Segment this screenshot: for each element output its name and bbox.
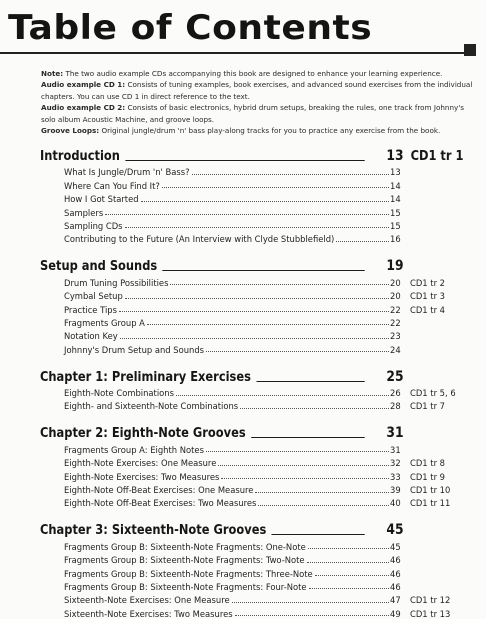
entry-title: Notation Key: [64, 331, 118, 342]
entry-cd-track: CD1 tr 2: [410, 277, 446, 288]
dot-leader: [221, 478, 389, 479]
section-heading[interactable]: [40, 250, 460, 274]
toc-entry[interactable]: [40, 218, 460, 231]
section-page: 13: [386, 148, 404, 164]
dot-leader: [307, 562, 389, 563]
section-rule: [272, 534, 365, 535]
dot-leader: [218, 465, 389, 466]
section-heading[interactable]: [40, 417, 460, 441]
section-heading[interactable]: [40, 361, 460, 385]
dot-leader: [235, 615, 389, 616]
dot-leader: [162, 187, 389, 188]
entry-cd-track: CD1 tr 3: [410, 291, 446, 302]
section-page: 19: [386, 258, 404, 275]
entry-page: 46: [390, 568, 401, 579]
dot-leader: [147, 324, 389, 325]
toc-entry[interactable]: [40, 204, 460, 217]
entry-title: Eighth-Note Off-Beat Exercises: One Measure: [64, 485, 254, 496]
section-rule: [251, 437, 365, 438]
entry-page: 26: [390, 388, 401, 399]
entry-title: Contributing to the Future (An Interview with Clyde Stubblefield): [64, 234, 335, 245]
section-title: Setup and Sounds: [40, 259, 158, 275]
entry-title: Eighth- and Sixteenth-Note Combinations: [64, 401, 239, 412]
section-page: 25: [386, 368, 404, 385]
toc-entry[interactable]: [40, 468, 460, 481]
section-cd-track: CD1 tr 1: [410, 149, 464, 164]
entry-cd-track: CD1 tr 13: [410, 608, 451, 619]
entry-page: 20: [390, 291, 401, 302]
toc-entry[interactable]: [40, 455, 460, 468]
section-heading[interactable]: [40, 514, 460, 538]
entry-page: 49: [390, 608, 401, 619]
entry-cd-track: CD1 tr 9: [410, 471, 446, 482]
toc-section: [40, 514, 460, 618]
entry-page: 13: [390, 167, 401, 178]
toc-section: [40, 361, 460, 412]
note-label: Groove Loops:: [41, 126, 100, 136]
entry-title: Eighth-Note Exercises: Two Measures: [64, 471, 220, 482]
section-title: Chapter 3: Sixteenth-Note Grooves: [40, 523, 267, 539]
entry-title: Drum Tuning Possibilities: [64, 277, 169, 288]
toc-entry[interactable]: [40, 341, 460, 354]
entry-page: 46: [390, 555, 401, 566]
entry-page: 20: [390, 277, 401, 288]
dot-leader: [255, 492, 389, 493]
entry-title: Sampling CDs: [64, 220, 123, 231]
entry-page: 22: [390, 304, 401, 315]
entry-title: Fragments Group B: Sixteenth-Note Fragments: Four-Note: [64, 581, 307, 592]
note-label: Audio example CD 2:: [41, 103, 126, 113]
entry-page: 22: [390, 317, 401, 328]
entry-page: 40: [390, 498, 401, 509]
note-text: Original jungle/drum 'n' bass play-along tracks for you to practice any exercise from the book.: [101, 126, 441, 136]
toc-entry[interactable]: [40, 231, 460, 244]
entry-page: 32: [390, 458, 401, 469]
section-page: 31: [386, 425, 404, 442]
entry-title: Eighth-Note Exercises: One Measure: [64, 458, 217, 469]
toc-entry[interactable]: [40, 274, 460, 287]
dot-leader: [206, 351, 389, 352]
entry-title: Sixteenth-Note Exercises: Two Measures: [64, 608, 233, 619]
entry-title: Practice Tips: [64, 304, 117, 315]
entry-title: Fragments Group B: Sixteenth-Note Fragments: One-Note: [64, 541, 306, 552]
note-paragraph: [41, 125, 477, 136]
entry-title: Fragments Group A: [64, 317, 145, 328]
entry-page: 33: [390, 471, 401, 482]
entry-title: How I Got Started: [64, 194, 139, 205]
entry-title: Fragments Group B: Sixteenth-Note Fragments: Two-Note: [64, 555, 305, 566]
dot-leader: [336, 241, 389, 242]
toc-section: [40, 250, 460, 354]
notes-block: [41, 68, 477, 136]
toc-entry[interactable]: [40, 579, 460, 592]
toc-entry[interactable]: [40, 288, 460, 301]
note-label: Audio example CD 1:: [41, 80, 126, 90]
entry-cd-track: CD1 tr 4: [410, 304, 446, 315]
toc-entry[interactable]: [40, 385, 460, 398]
entry-cd-track: CD1 tr 7: [410, 401, 446, 412]
entry-page: 15: [390, 220, 401, 231]
toc-entry[interactable]: [40, 177, 460, 190]
section-heading[interactable]: [40, 140, 464, 164]
entry-title: Cymbal Setup: [64, 291, 123, 302]
entry-title: Sixteenth-Note Exercises: One Measure: [64, 595, 230, 606]
dot-leader: [119, 311, 389, 312]
dot-leader: [120, 338, 389, 339]
toc-entry[interactable]: [40, 482, 460, 495]
entry-title: What Is Jungle/Drum 'n' Bass?: [64, 167, 190, 178]
toc-section: [40, 140, 464, 245]
note-text: Consists of basic electronics, hybrid drum setups, breaking the rules, one track from Johnny's solo album Acoustic Machine, and groove loops.: [41, 103, 464, 124]
dot-leader: [105, 214, 389, 215]
entry-title: Eighth-Note Combinations: [64, 388, 174, 399]
entry-page: 23: [390, 331, 401, 342]
section-title: Chapter 1: Preliminary Exercises: [40, 369, 251, 385]
dot-leader: [125, 227, 389, 228]
entry-page: 15: [390, 207, 401, 218]
toc-entry[interactable]: [40, 441, 460, 454]
section-page: 45: [386, 522, 404, 539]
toc-entry[interactable]: [40, 398, 460, 411]
entry-title: Johnny's Drum Setup and Sounds: [64, 344, 205, 355]
toc-entry[interactable]: [40, 605, 460, 618]
toc-entry[interactable]: [40, 565, 460, 578]
toc-entry[interactable]: [40, 592, 460, 605]
entry-page: 39: [390, 485, 401, 496]
toc-entry[interactable]: [40, 538, 460, 551]
entry-title: Where Can You Find It?: [64, 180, 160, 191]
entry-page: 14: [390, 180, 401, 191]
toc-entry[interactable]: [40, 191, 460, 204]
note-paragraph: [41, 79, 477, 102]
toc-entry[interactable]: [40, 301, 460, 314]
entry-page: 46: [390, 581, 401, 592]
entry-title: Fragments Group B: Sixteenth-Note Fragments: Three-Note: [64, 568, 313, 579]
section-rule: [256, 381, 365, 382]
toc-section: [40, 417, 460, 508]
entry-cd-track: CD1 tr 5, 6: [410, 388, 456, 399]
dot-leader: [240, 408, 389, 409]
page-title: Table of Contents: [8, 8, 373, 48]
note-paragraph: [41, 102, 477, 125]
title-rule: [0, 52, 470, 54]
dot-leader: [176, 395, 389, 396]
section-title: Introduction: [40, 149, 120, 164]
dot-leader: [309, 588, 389, 589]
title-rule-square: [464, 44, 476, 56]
entry-page: 24: [390, 344, 401, 355]
entry-page: 45: [390, 541, 401, 552]
toc-entry[interactable]: [40, 328, 460, 341]
dot-leader: [125, 298, 389, 299]
entry-cd-track: CD1 tr 8: [410, 458, 446, 469]
dot-leader: [232, 602, 389, 603]
entry-cd-track: CD1 tr 11: [410, 498, 451, 509]
dot-leader: [141, 201, 389, 202]
dot-leader: [258, 505, 389, 506]
toc-entry[interactable]: [40, 315, 460, 328]
dot-leader: [206, 451, 389, 452]
entry-page: 28: [390, 401, 401, 412]
dot-leader: [315, 575, 389, 576]
table-of-contents: [40, 140, 464, 619]
entry-cd-track: CD1 tr 10: [410, 485, 451, 496]
dot-leader: [170, 284, 389, 285]
note-paragraph: [41, 68, 477, 79]
entry-page: 31: [390, 444, 401, 455]
toc-entry[interactable]: [40, 552, 460, 565]
entry-title: Eighth-Note Off-Beat Exercises: Two Measures: [64, 498, 257, 509]
dot-leader: [192, 174, 389, 175]
note-text: Consists of tuning examples, book exercises, and advanced sound exercises from the individual chapters. You can use CD 1 in direct reference to the text.: [41, 80, 473, 101]
section-rule: [162, 270, 364, 271]
entry-page: 47: [390, 595, 401, 606]
section-title: Chapter 2: Eighth-Note Grooves: [40, 426, 246, 442]
entry-title: Samplers: [64, 207, 104, 218]
dot-leader: [308, 548, 389, 549]
note-text: The two audio example CDs accompanying this book are designed to enhance your learning experience.: [65, 69, 443, 78]
section-rule: [125, 160, 365, 161]
entry-page: 16: [390, 234, 401, 245]
entry-cd-track: CD1 tr 12: [410, 595, 451, 606]
toc-entry[interactable]: [40, 495, 460, 508]
entry-page: 14: [390, 194, 401, 205]
note-label: Note:: [41, 69, 64, 78]
toc-entry[interactable]: [40, 164, 460, 177]
entry-title: Fragments Group A: Eighth Notes: [64, 444, 204, 455]
